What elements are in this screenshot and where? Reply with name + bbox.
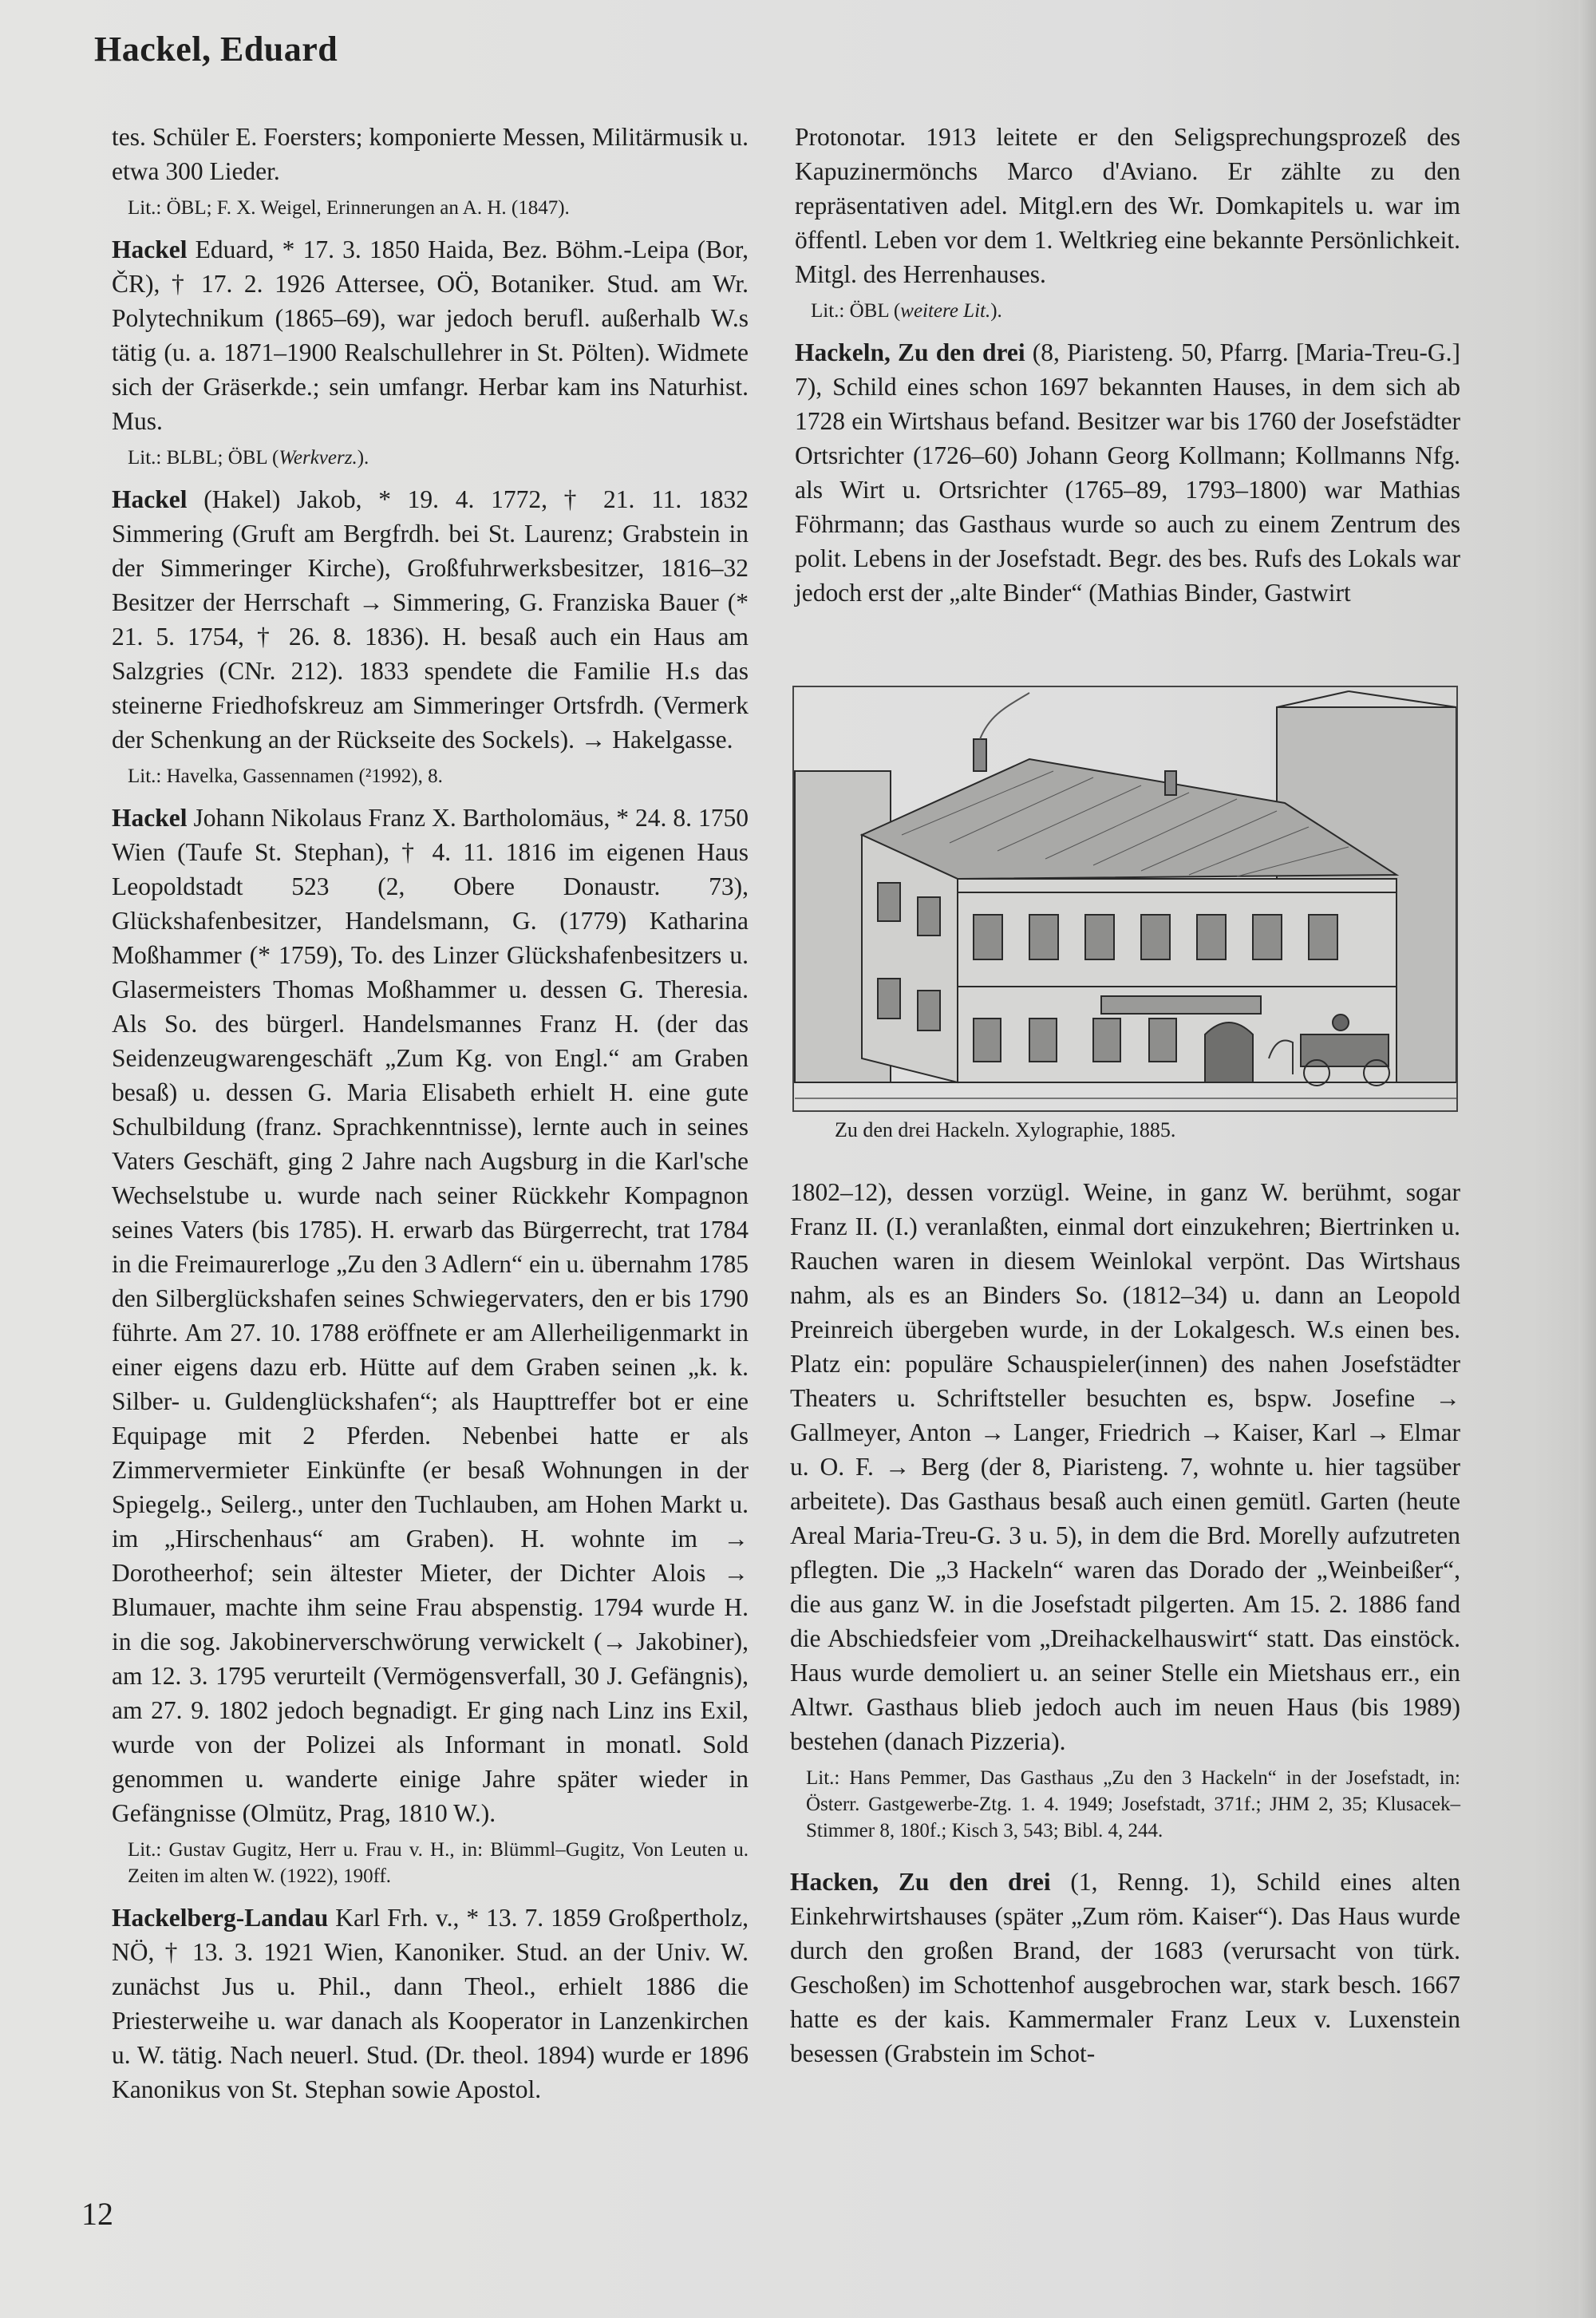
entry-text: Karl Frh. v., * 13. 7. 1859 Großpertholz, NÖ, † 13. 3. 1921 Wien, Kanoniker. Stud. an der Univ. W. zunächst Jus u. Phil., dann Theol., erhielt 1886 die Priesterweihe u. war danach als Kooperator in Lanzenkirchen u. W. tätig. Nach neuerl. Stud. (Dr. theol. 1894) wurde er 1896 Kanonikus von St. Stephan sowie Apostol.	[112, 1904, 749, 2103]
paragraph-continuation: 1802–12), dessen vorzügl. Weine, in ganz W. berühmt, sogar Franz II. (I.) veranlaßten, einmal dort einzukehren; Biertrinken u. Rauchen waren in diesem Weinlokal verpönt. Das Wirtshaus nahm, als es an Binders So. (1812–34) u. dann an Leopold Preinreich übergeben wurde, in der Lokalgesch. W.s einen bes. Platz ein: populäre Schauspieler(innen) des nahen Josefstädter Theaters u. Schriftsteller besuchten es, bspw. Josefine → Gallmeyer, Anton → Langer, Friedrich → Kaiser, Karl → Elmar u. O. F. → Berg (der 8, Piaristeng. 7, wohnte u. hier tagsüber arbeitete). Das Gasthaus besaß auch einen gemütl. Garten (heute Areal Maria-Treu-G. 3 u. 5), in dem die Brd. Morelly aufzutreten pflegten. Die „3 Hackeln“ waren das Dorado der „Weinbeißer“, die aus ganz W. in die Josefstadt pilgerten. Am 15. 2. 1886 fand die Abschiedsfeier vom „Dreihackelhauswirt“ statt. Das einstöck. Haus wurde demoliert u. an seiner Stelle ein Mietshaus err., ein Altwr. Gasthaus blieb jedoch auch im neuen Haus (bis 1989) bestehen (danach Pizzeria).	[790, 1178, 1460, 1755]
paragraph-continuation: tes. Schüler E. Foersters; komponierte Messen, Militärmusik u. etwa 300 Lieder.	[112, 123, 749, 185]
literature-reference: Lit.: Hans Pemmer, Das Gasthaus „Zu den 3 Hackeln“ in der Josefstadt, in: Österr. Gastgewerbe-Ztg. 1. 4. 1949; Josefstadt, 371f.; JHM 2, 35; Klusacek–Stimmer 8, 180f.; Kisch 3, 543; Bibl. 4, 244.	[806, 1767, 1460, 1841]
entry-text: (Hakel) Jakob, * 19. 4. 1772, † 21. 11. 1832 Simmering (Gruft am Bergfrdh. bei St. Laurenz; Grabstein in der Simmeringer Kirche), Großfuhrwerksbesitzer, 1816–32 Besitzer der Herrschaft → Simmering, G. Franziska Bauer (* 21. 5. 1754, † 26. 8. 1836). H. besaß auch ein Haus am Salzgries (CNr. 212). 1833 spendete die Familie H.s das steinerne Friedhofskreuz am Simmeringer Ortsfrdh. (Vermerk der Schenkung an der Rückseite des Sockels). → Hakelgasse.	[112, 485, 749, 754]
literature-reference	[811, 298, 1460, 324]
entry-headword: Hackel	[112, 485, 188, 513]
entry-headword: Hackeln, Zu den drei	[795, 338, 1025, 366]
literature-reference: Lit.: Gustav Gugitz, Herr u. Frau v. H., in: Blümml–Gugitz, Von Leuten u. Zeiten im alten W. (1922), 190ff.	[128, 1839, 749, 1887]
entry-headword: Hacken, Zu den drei	[790, 1868, 1051, 1896]
woodcut-illustration	[790, 683, 1460, 1114]
running-header: Hackel, Eduard	[94, 30, 338, 69]
lit-end: ).	[990, 300, 1002, 322]
entry-text: Eduard, * 17. 3. 1850 Haida, Bez. Böhm.-Leipa (Bor, ČR), † 17. 2. 1926 Attersee, OÖ, Botaniker. Stud. am Wr. Polytechnikum (1865–69), war jedoch berufl. außerhalb W.s tätig (u. a. 1871–1900 Realschullehrer in St. Pölten). Widmete sich der Gräserkde.; sein umfangr. Herbar kam ins Naturhist. Mus.	[112, 235, 749, 435]
entry-hackel-eduard	[112, 232, 749, 438]
entry-text: Johann Nikolaus Franz X. Bartholomäus, * 24. 8. 1750 Wien (Taufe St. Stephan), † 4. 11. 1816 im eigenen Haus Leopoldstadt 523 (2, Obere Donaustr. 73), Glückshafenbesitzer, Handelsmann, G. (1779) Katharina Moßhammer (* 1759), To. des Linzer Glückshafenbesitzers u. Glasermeisters Thomas Moßhammer u. dessen G. Theresia. Als So. des bürgerl. Handelsmannes Franz H. (der das Seidenzeugwarengeschäft „Zum Kg. von Engl.“ am Graben besaß) u. dessen G. Maria Elisabeth erhielt H. eine gute Schulbildung (franz. Sprachkenntnisse), lernte auch in seines Vaters Geschäft, ging 2 Jahre nach Augsburg in die Karl'sche Wechselstube u. wurde nach seiner Rückkehr Kompagnon seines Vaters (bis 1785). H. erwarb das Bürgerrecht, trat 1784 in die Freimaurerloge „Zu den 3 Adlern“ ein u. übernahm 1785 den Silberglückshafen seines Schwiegervaters, den er bis 1790 führte. Am 27. 10. 1788 eröffnete er am Allerheiligenmarkt in einer eigens dazu erb. Hütte auf dem Graben seinen „k. k. Silber- u. Guldenglückshafen“; als Haupttreffer bot er eine Equipage mit 2 Pferden. Nebenbei hatte er als Zimmervermieter Einkünfte (er besaß Wohnungen in der Spiegelg., Seilerg., unter den Tuchlauben, am Hohen Markt u. im „Hirschenhaus“ am Graben). H. wohnte im → Dorotheerhof; sein ältester Mieter, der Dichter Alois → Blumauer, machte ihm seine Frau abspenstig. 1794 wurde H. in die sog. Jakobinerverschwörung verwickelt (→ Jakobiner), am 12. 3. 1795 verurteilt (Vermögensverfall, 30 J. Gefängnis), am 27. 9. 1802 jedoch begnadigt. Er ging nach Linz ins Exil, wurde von der Polizei als Informant in monatl. Sold genommen u. wanderte einige Jahre später wieder in Gefängnisse (Olmütz, Prag, 1810 W.).	[112, 804, 749, 1827]
entry-hackel-jakob	[112, 482, 749, 757]
literature-reference	[128, 445, 749, 471]
lit-text: Lit.: ÖBL (	[811, 300, 901, 322]
figure-caption: Zu den drei Hackeln. Xylographie, 1885.	[835, 1118, 1176, 1141]
entry-headword: Hackel	[112, 804, 188, 832]
inn-building-xylograph	[790, 683, 1460, 1114]
lit-italic: weitere Lit.	[900, 300, 991, 322]
right-column-bottom	[790, 1175, 1460, 2071]
entry-hacken-zu-den-drei	[790, 1865, 1460, 2071]
literature-reference: Lit.: ÖBL; F. X. Weigel, Erinnerungen an A. H. (1847).	[128, 197, 570, 219]
entry-hackelberg-landau	[112, 1901, 749, 2106]
lit-end: ).	[357, 447, 369, 469]
paragraph-continuation: Protonotar. 1913 leitete er den Seligsprechungsprozeß des Kapuzinermönchs Marco d'Aviano. Er zählte zu den repräsentativen adel. Mitgl.ern des Wr. Domkapitels u. war im öffentl. Leben vor dem 1. Weltkrieg eine bekannte Persönlichkeit. Mitgl. des Herrenhauses.	[795, 123, 1460, 288]
entry-text: (1, Renng. 1), Schild eines alten Einkehrwirtshauses (später „Zum röm. Kaiser“). Das Haus wurde durch den großen Brand, der 1683 (verursacht von türk. Geschoßen) im Schottenhof ausgebrochen war, stark besch. 1667 hatte es der kais. Kammermaler Franz Leux v. Luxenstein besessen (Grabstein im Schot-	[790, 1868, 1460, 2067]
entry-headword: Hackelberg-Landau	[112, 1904, 329, 1932]
lit-italic: Werkverz.	[279, 447, 358, 469]
entry-text: (8, Piaristeng. 50, Pfarrg. [Maria-Treu-G.] 7), Schild eines schon 1697 bekannten Hauses, in dem sich ab 1728 ein Wirtshaus befand. Besitzer war bis 1760 der Josefstädter Ortsrichter (1726–60) Johann Georg Kollmann; Kollmanns Nfg. als Wirt u. Ortsrichter (1765–89, 1793–1800) war Mathias Föhrmann; das Gasthaus wurde so auch zu einem Zentrum des polit. Lebens in der Josefstadt. Begr. des bes. Rufs des Lokals war jedoch erst der „alte Binder“ (Mathias Binder, Gastwirt	[795, 338, 1460, 607]
entry-hackel-johann	[112, 801, 749, 1830]
left-column	[112, 120, 749, 2106]
page-number: 12	[81, 2196, 113, 2232]
literature-reference: Lit.: Havelka, Gassennamen (²1992), 8.	[128, 765, 443, 787]
page-edge-shadow	[1578, 0, 1596, 2318]
right-column-top	[795, 120, 1460, 610]
entry-hackeln-zu-den-drei	[795, 335, 1460, 610]
lit-text: Lit.: BLBL; ÖBL (	[128, 447, 279, 469]
entry-headword: Hackel	[112, 235, 188, 263]
